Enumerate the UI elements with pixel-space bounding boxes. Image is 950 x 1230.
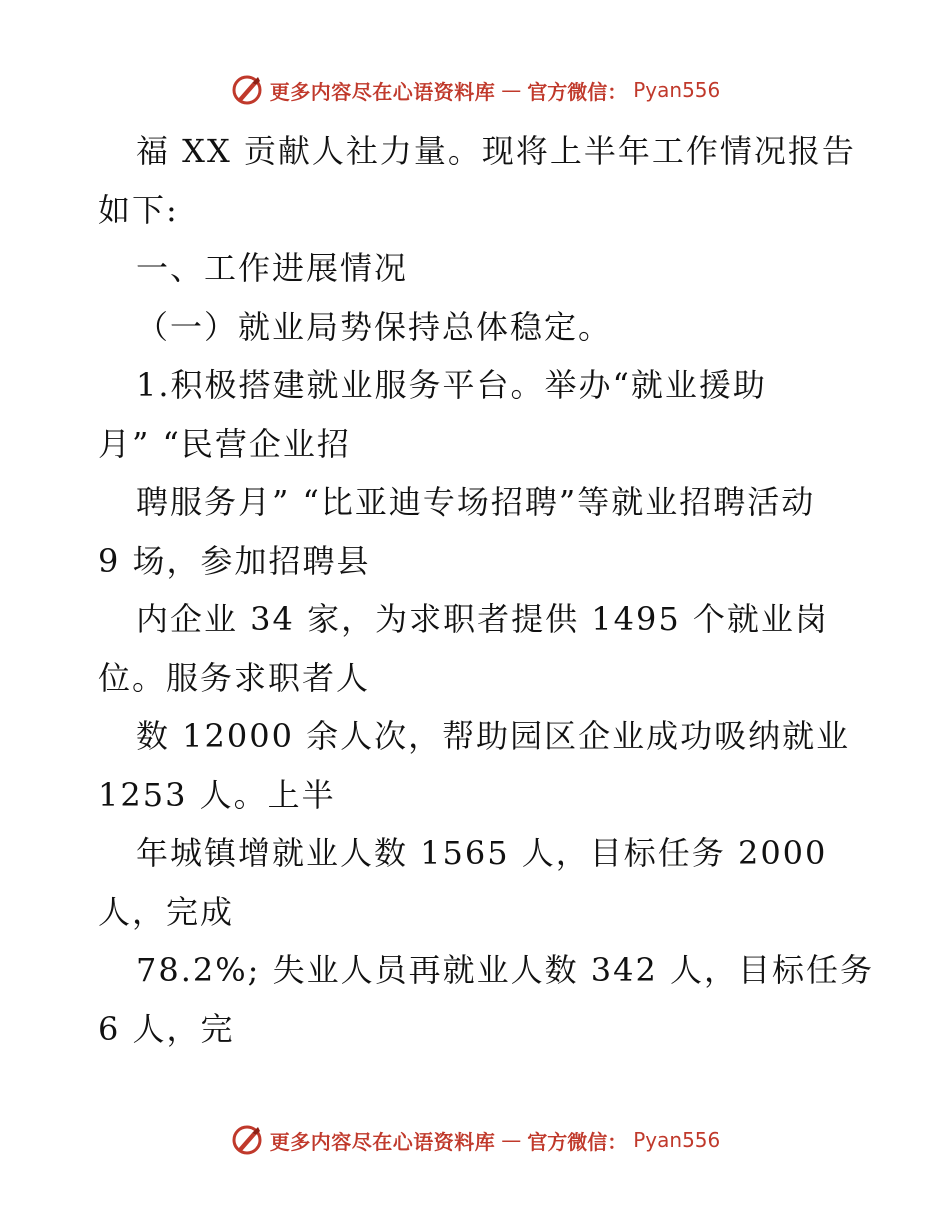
- body-line: 人，完成: [98, 892, 235, 931]
- banner-text: 更多内容尽在心语资料库: [269, 79, 496, 104]
- body-line: 位。服务求职者人: [98, 658, 371, 697]
- body-line: 6 人，完: [98, 1009, 235, 1048]
- body-line: 内企业 34 家，为求职者提供 1495 个就业岗: [136, 600, 829, 638]
- body-line: 78.2%; 失业人员再就业人数 342 人，目标任务: [136, 951, 875, 989]
- subsection-heading: （一）就业局势保持总体稳定。: [136, 307, 613, 346]
- body-line: 1.积极搭建就业服务平台。举办“就业援助: [136, 366, 767, 404]
- banner-separator: —: [501, 78, 522, 102]
- body-line: 福 XX 贡献人社力量。现将上半年工作情况报告: [136, 132, 856, 170]
- pen-logo-icon: [230, 73, 264, 107]
- body-line: 数 12000 余人次，帮助园区企业成功吸纳就业: [136, 717, 851, 755]
- document-body: [98, 122, 875, 1058]
- banner-wechat-label: 官方微信：: [527, 1129, 628, 1154]
- footer-watermark-banner: [0, 1120, 950, 1160]
- banner-wechat-id: Pyan556: [633, 78, 721, 102]
- banner-wechat-label: 官方微信：: [527, 79, 628, 104]
- header-watermark-banner: [0, 70, 950, 110]
- body-line: 聘服务月” “比亚迪专场招聘”等就业招聘活动: [136, 483, 816, 521]
- banner-wechat-id: Pyan556: [633, 1128, 721, 1152]
- pen-logo-icon: [230, 1123, 264, 1157]
- body-line: 9 场，参加招聘县: [98, 541, 371, 580]
- body-line: 年城镇增就业人数 1565 人，目标任务 2000: [136, 834, 828, 872]
- body-line: 如下:: [98, 190, 179, 229]
- body-line: 月” “民营企业招: [98, 424, 351, 463]
- banner-text: 更多内容尽在心语资料库: [269, 1129, 496, 1154]
- banner-separator: —: [501, 1128, 522, 1152]
- body-line: 1253 人。上半: [98, 775, 336, 814]
- section-heading: 一、工作进展情况: [136, 249, 409, 287]
